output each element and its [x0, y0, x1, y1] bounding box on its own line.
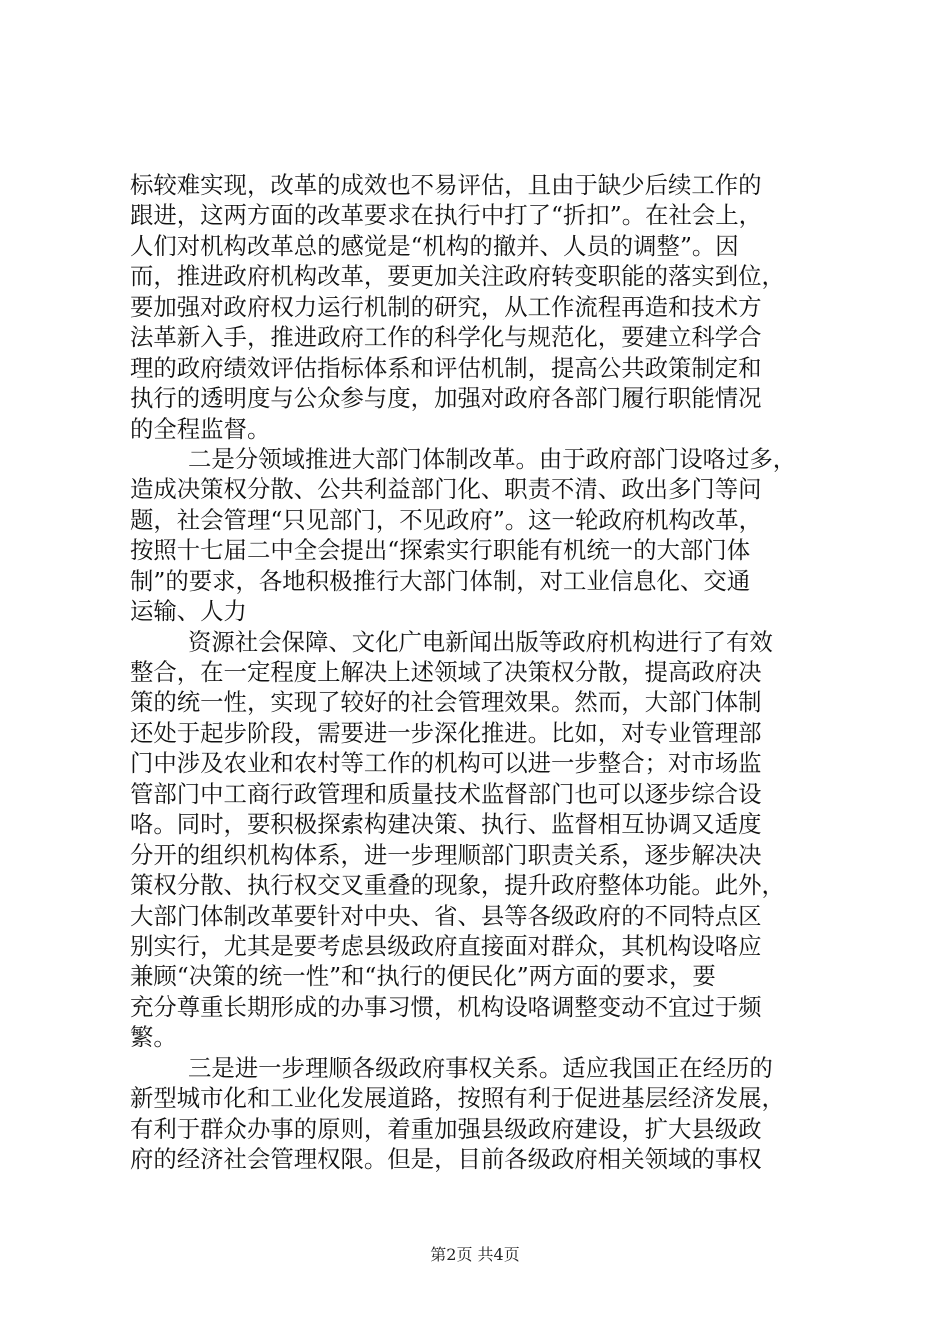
text-line: 充分尊重长期形成的办事习惯，机构设咯调整变动不宜过于频	[130, 992, 762, 1021]
text-line: 的全程监督。	[130, 414, 271, 443]
paragraph-start-line: 资源社会保障、文化广电新闻出版等政府机构进行了有效	[188, 627, 773, 656]
text-line: 还处于起步阶段，需要进一步深化推进。比如，对专业管理部	[130, 718, 762, 747]
text-line: 跟进，这两方面的改革要求在执行中打了“折扣”。在社会上，	[130, 201, 763, 230]
text-line: 繁。	[130, 1023, 177, 1052]
page-number-footer: 第2页 共4页	[430, 1245, 520, 1264]
text-line: 执行的透明度与公众参与度，加强对政府各部门履行职能情况	[130, 384, 762, 413]
text-line: 大部门体制改革要针对中央、省、县等各级政府的不同特点区	[130, 901, 762, 930]
text-line: 而，推进政府机构改革，要更加关注政府转变职能的落实到位，	[130, 262, 785, 291]
text-line: 咯。同时，要积极探索构建决策、执行、监督相互协调又适度	[130, 810, 762, 839]
text-line: 造成决策权分散、公共利益部门化、职责不清、政出多门等问	[130, 475, 762, 504]
text-line: 府的经济社会管理权限。但是，目前各级政府相关领域的事权	[130, 1145, 762, 1173]
text-line: 管部门中工商行政管理和质量技术监督部门也可以逐步综合设	[130, 779, 762, 808]
text-line: 新型城市化和工业化发展道路，按照有利于促进基层经济发展，	[130, 1084, 785, 1113]
text-line: 法革新入手，推进政府工作的科学化与规范化，要建立科学合	[130, 323, 762, 352]
text-line: 兼顾“决策的统一性”和“执行的便民化”两方面的要求，要	[130, 962, 716, 991]
document-body	[130, 170, 840, 1174]
text-line: 有利于群众办事的原则，着重加强县级政府建设，扩大县级政	[130, 1114, 762, 1143]
text-line: 整合，在一定程度上解决上述领域了决策权分散，提高政府决	[130, 658, 762, 686]
text-line: 制”的要求，各地积极推行大部门体制，对工业信息化、交通	[130, 566, 751, 595]
text-line: 标较难实现，改革的成效也不易评估，且由于缺少后续工作的	[130, 171, 762, 199]
text-line: 要加强对政府权力运行机制的研究，从工作流程再造和技术方	[130, 292, 762, 321]
text-line: 门中涉及农业和农村等工作的机构可以进一步整合；对市场监	[130, 749, 762, 778]
text-line: 运输、人力	[130, 597, 247, 626]
paragraph-start-line: 三是进一步理顺各级政府事权关系。适应我国正在经历的	[188, 1053, 773, 1082]
text-line: 分开的组织机构体系，进一步理顺部门职责关系，逐步解决决	[130, 840, 762, 869]
text-line: 理的政府绩效评估指标体系和评估机制，提高公共政策制定和	[130, 353, 762, 382]
text-line: 别实行，尤其是要考虑县级政府直接面对群众，其机构设咯应	[130, 931, 762, 960]
text-line: 策权分散、执行权交叉重叠的现象，提升政府整体功能。此外，	[130, 871, 785, 900]
text-line: 策的统一性，实现了较好的社会管理效果。然而，大部门体制	[130, 688, 762, 717]
text-line: 题，社会管理“只见部门，不见政府”。这一轮政府机构改革，	[130, 505, 763, 534]
text-line: 人们对机构改革总的感觉是“机构的撤并、人员的调整”。因	[130, 231, 739, 260]
paragraph-start-line: 二是分领域推进大部门体制改革。由于政府部门设咯过多，	[188, 444, 797, 473]
text-line: 按照十七届二中全会提出“探索实行职能有机统一的大部门体	[130, 536, 751, 565]
